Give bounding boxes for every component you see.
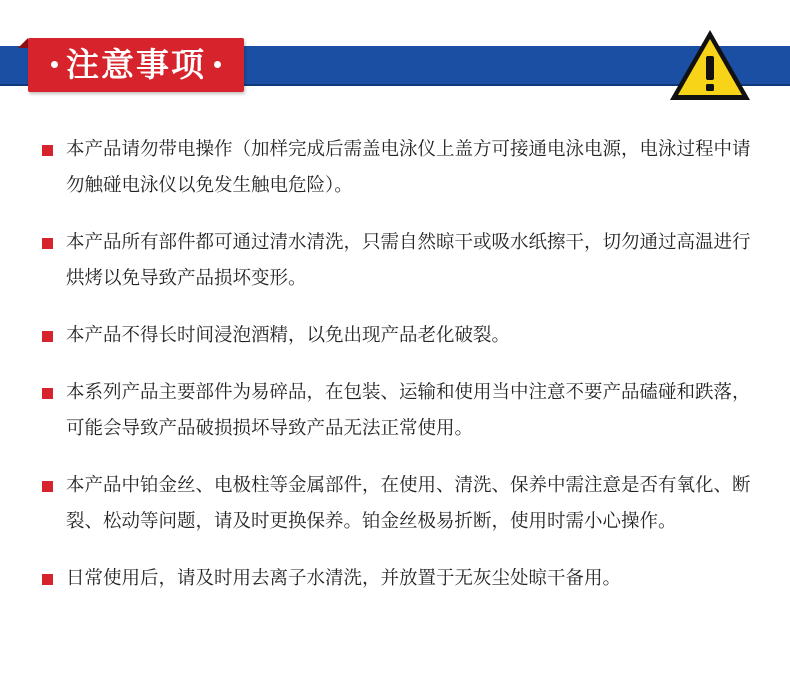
bullet-square-icon (42, 574, 53, 585)
title-tag-fold (18, 38, 28, 48)
title-tag (28, 38, 244, 92)
note-text: 本产品不得长时间浸泡酒精，以免出现产品老化破裂。 (66, 325, 511, 346)
note-item (40, 318, 758, 354)
title-dot-left (51, 61, 58, 68)
note-item (40, 225, 758, 297)
notes-list (40, 132, 758, 618)
page-title-wrapper (28, 38, 244, 92)
bullet-square-icon (42, 388, 53, 399)
note-text: 本产品请勿带电操作（加样完成后需盖电泳仪上盖方可接通电泳电源，电泳过程中请勿触碰电泳仪以免发生触电危险）。 (66, 139, 751, 196)
note-item (40, 561, 758, 597)
bullet-square-icon (42, 238, 53, 249)
note-text: 本系列产品主要部件为易碎品，在包装、运输和使用当中注意不要产品磕碰和跌落，可能会导致产品破损损坏导致产品无法正常使用。 (66, 382, 751, 439)
bullet-square-icon (42, 331, 53, 342)
bullet-square-icon (42, 481, 53, 492)
page-title: 注意事项 (66, 45, 206, 84)
title-dot-right (214, 61, 221, 68)
note-text: 日常使用后，请及时用去离子水清洗，并放置于无灰尘处晾干备用。 (66, 568, 622, 589)
warning-triangle-icon (668, 28, 752, 102)
note-item (40, 132, 758, 204)
note-item (40, 375, 758, 447)
bullet-square-icon (42, 145, 53, 156)
note-item (40, 468, 758, 540)
note-text: 本产品中铂金丝、电极柱等金属部件，在使用、清洗、保养中需注意是否有氧化、断裂、松动等问题，请及时更换保养。铂金丝极易折断，使用时需小心操作。 (66, 475, 751, 532)
note-text: 本产品所有部件都可通过清水清洗，只需自然晾干或吸水纸擦干，切勿通过高温进行烘烤以免导致产品损坏变形。 (66, 232, 751, 289)
